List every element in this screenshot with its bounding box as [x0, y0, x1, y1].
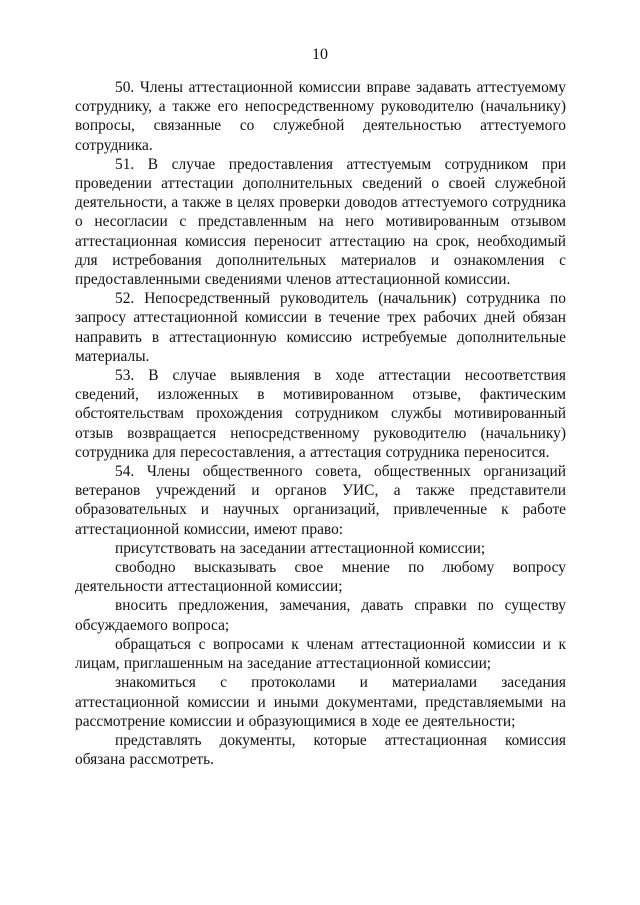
right-item-ask-questions: обращаться с вопросами к членам аттестационной комиссии и к лицам, приглашенным на заседание аттестационной комиссии;	[75, 635, 566, 673]
paragraph-53: 53. В случае выявления в ходе аттестации несоответствия сведений, изложенных в мотивированном отзыве, фактическим обстоятельствам прохождения сотрудником службы мотивированный отзыв возвращается непосредственному руководителю (начальнику) сотрудника для пересоставления, а аттестация сотрудника переносится.	[75, 367, 566, 461]
right-item-review-protocols: знакомиться с протоколами и материалами заседания аттестационной комиссии и иными документами, представляемыми на рассмотрение комиссии и образующимися в ходе ее деятельности;	[75, 674, 566, 730]
right-item-submit-documents: представлять документы, которые аттестационная комиссия обязана рассмотреть.	[75, 731, 566, 769]
paragraph-50: 50. Члены аттестационной комиссии вправе задавать аттестуемому сотруднику, а также его непосредственному руководителю (начальнику) вопросы, связанные со служебной деятельностью аттестуемого сотрудника.	[75, 79, 566, 154]
paragraph-54: 54. Члены общественного совета, общественных организаций ветеранов учреждений и органов УИС, а также представители образовательных и научных организаций, привлеченные к работе аттестационной комиссии, имеют право:	[75, 463, 566, 538]
right-item-attend-meetings: присутствовать на заседании аттестационной комиссии;	[115, 539, 486, 557]
document-body	[75, 78, 566, 769]
paragraph-52: 52. Непосредственный руководитель (начальник) сотрудника по запросу аттестационной комиссии в течение трех рабочих дней обязан направить в аттестационную комиссию истребуемые дополнительные материалы.	[75, 290, 566, 365]
right-item-express-opinion: свободно высказывать свое мнение по любому вопросу деятельности аттестационной комиссии;	[75, 559, 566, 596]
paragraph-51: 51. В случае предоставления аттестуемым сотрудником при проведении аттестации дополнительных сведений о своей служебной деятельности, а также в целях проверки доводов аттестуемого сотрудника о несогласии с представленным на него мотивированным отзывом аттестационная комиссия переносит аттестацию на срок, необходимый для истребования дополнительных материалов и ознакомления с предоставленными сведениями членов аттестационной комиссии.	[75, 155, 566, 289]
right-item-make-proposals: вносить предложения, замечания, давать справки по существу обсуждаемого вопроса;	[75, 597, 566, 634]
page-number: 10	[312, 46, 328, 63]
